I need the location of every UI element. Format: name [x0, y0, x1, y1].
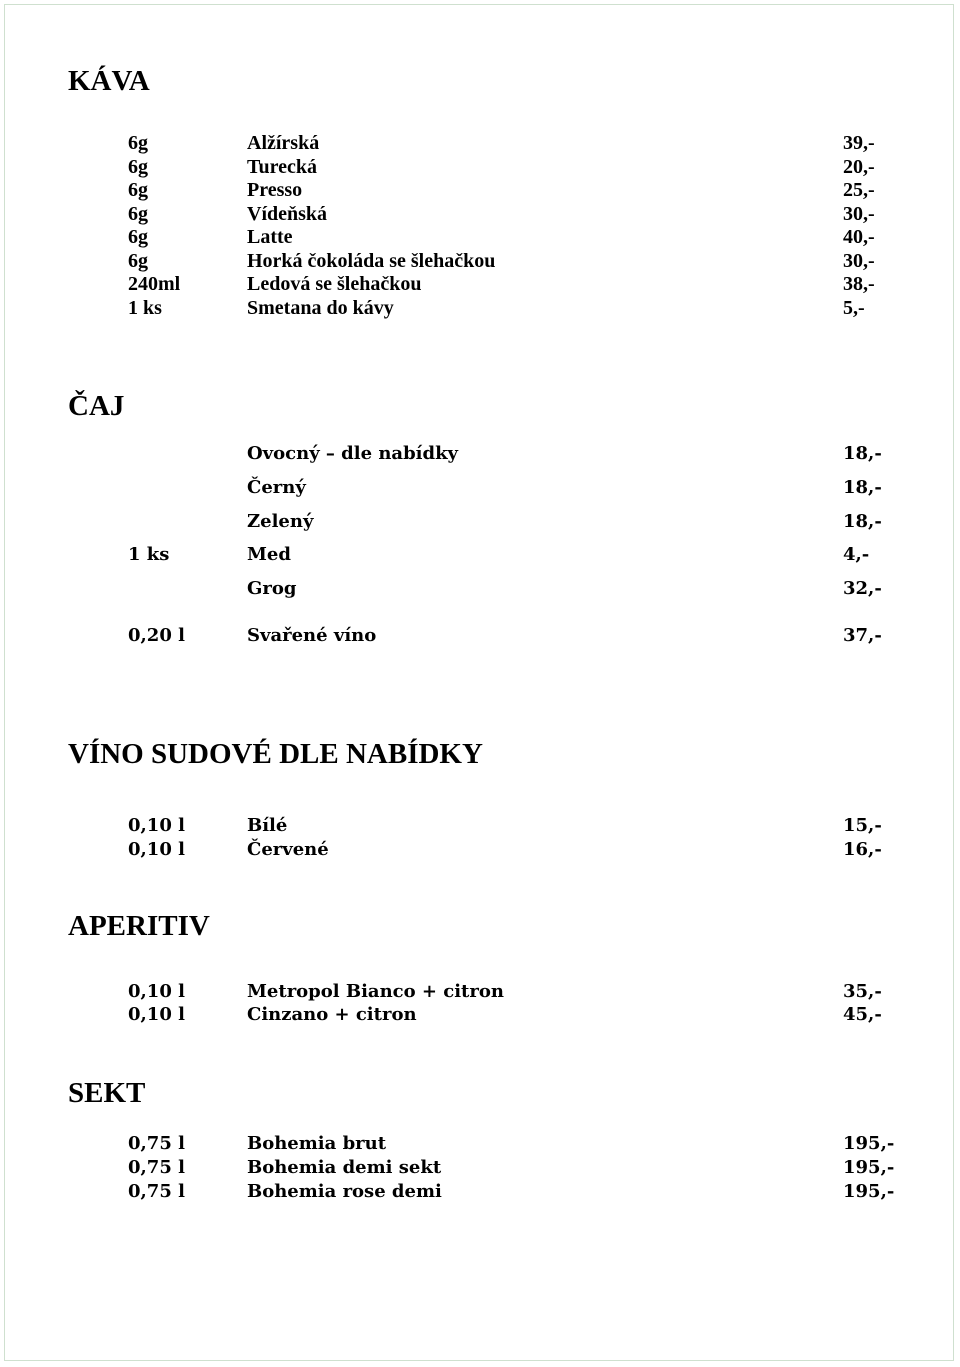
- item-price: 39,-: [843, 132, 875, 154]
- item-name: Latte: [247, 226, 293, 248]
- item-name: Zelený: [247, 511, 314, 532]
- menu-item: [0, 225, 960, 249]
- menu-item: [0, 476, 960, 500]
- item-name: Cinzano + citron: [247, 1004, 417, 1025]
- menu-item: [0, 131, 960, 155]
- section-title: VÍNO SUDOVÉ DLE NABÍDKY: [68, 738, 483, 770]
- item-price: 195,-: [843, 1133, 895, 1154]
- item-quantity: 0,10 l: [128, 815, 185, 836]
- item-price: 15,-: [843, 815, 882, 836]
- item-price: 18,-: [843, 477, 882, 498]
- item-price: 195,-: [843, 1181, 895, 1202]
- item-name: Vídeňská: [247, 203, 328, 225]
- item-price: 16,-: [843, 839, 882, 860]
- item-name: Med: [247, 544, 291, 565]
- section-title: SEKT: [68, 1077, 146, 1109]
- section-title: KÁVA: [68, 65, 150, 97]
- section-title: APERITIV: [68, 910, 210, 942]
- item-name: Metropol Bianco + citron: [247, 981, 504, 1002]
- item-price: 5,-: [843, 297, 865, 319]
- item-name: Bohemia demi sekt: [247, 1157, 442, 1178]
- item-name: Bílé: [247, 815, 288, 836]
- item-price: 4,-: [843, 544, 870, 565]
- item-name: Bohemia brut: [247, 1133, 387, 1154]
- menu-item: [0, 510, 960, 534]
- item-name: Svařené víno: [247, 625, 377, 646]
- item-quantity: 1 ks: [128, 297, 162, 319]
- item-quantity: 0,20 l: [128, 625, 185, 646]
- item-quantity: 6g: [128, 203, 148, 225]
- item-price: 38,-: [843, 273, 875, 295]
- item-price: 40,-: [843, 226, 875, 248]
- item-name: Turecká: [247, 156, 318, 178]
- item-name: Černý: [247, 477, 306, 498]
- menu-item: [0, 624, 960, 648]
- item-price: 18,-: [843, 511, 882, 532]
- menu-item: [0, 296, 960, 320]
- item-quantity: 1 ks: [128, 544, 170, 565]
- item-quantity: 6g: [128, 132, 148, 154]
- item-quantity: 6g: [128, 156, 148, 178]
- menu-item: [0, 442, 960, 466]
- item-price: 18,-: [843, 443, 882, 464]
- menu-item: [0, 1003, 960, 1027]
- item-quantity: 6g: [128, 226, 148, 248]
- item-quantity: 6g: [128, 179, 148, 201]
- item-quantity: 0,10 l: [128, 981, 185, 1002]
- menu-item: [0, 543, 960, 567]
- menu-item: [0, 814, 960, 838]
- menu-item: [0, 1156, 960, 1180]
- item-price: 30,-: [843, 250, 875, 272]
- item-name: Grog: [247, 578, 297, 599]
- item-quantity: 0,75 l: [128, 1133, 185, 1154]
- section-title: ČAJ: [68, 390, 125, 422]
- item-price: 30,-: [843, 203, 875, 225]
- item-quantity: 6g: [128, 250, 148, 272]
- menu-item: [0, 178, 960, 202]
- item-price: 25,-: [843, 179, 875, 201]
- item-name: Horká čokoláda se šlehačkou: [247, 250, 496, 272]
- item-price: 37,-: [843, 625, 882, 646]
- item-quantity: 0,10 l: [128, 839, 185, 860]
- item-quantity: 0,75 l: [128, 1157, 185, 1178]
- item-quantity: 240ml: [128, 273, 181, 295]
- item-price: 195,-: [843, 1157, 895, 1178]
- item-name: Červené: [247, 839, 329, 860]
- menu-item: [0, 202, 960, 226]
- item-quantity: 0,75 l: [128, 1181, 185, 1202]
- menu-item: [0, 1132, 960, 1156]
- item-name: Presso: [247, 179, 303, 201]
- item-quantity: 0,10 l: [128, 1004, 185, 1025]
- menu-item: [0, 980, 960, 1004]
- menu-item: [0, 249, 960, 273]
- menu-item: [0, 838, 960, 862]
- item-price: 35,-: [843, 981, 882, 1002]
- item-price: 45,-: [843, 1004, 882, 1025]
- item-price: 20,-: [843, 156, 875, 178]
- item-name: Smetana do kávy: [247, 297, 394, 319]
- item-name: Ledová se šlehačkou: [247, 273, 422, 295]
- item-price: 32,-: [843, 578, 882, 599]
- menu-item: [0, 577, 960, 601]
- menu-item: [0, 1180, 960, 1204]
- menu-item: [0, 272, 960, 296]
- item-name: Bohemia rose demi: [247, 1181, 442, 1202]
- menu-item: [0, 155, 960, 179]
- item-name: Ovocný – dle nabídky: [247, 443, 459, 464]
- item-name: Alžírská: [247, 132, 320, 154]
